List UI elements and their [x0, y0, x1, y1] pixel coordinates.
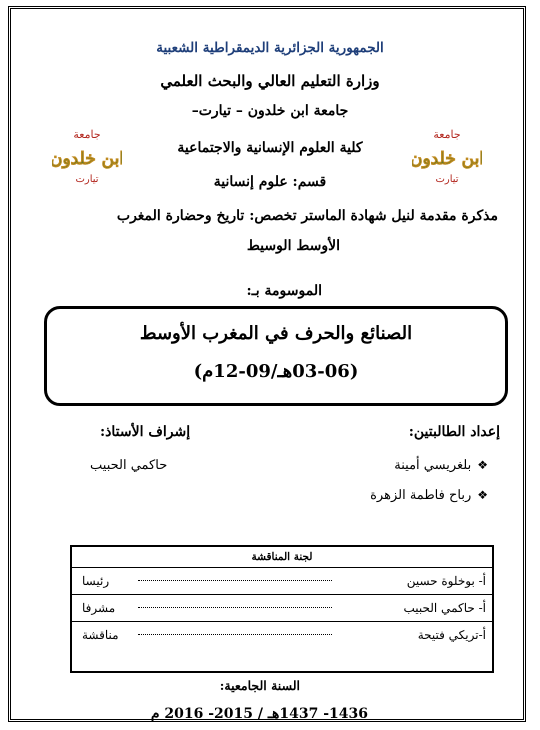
memo-description: مذكرة مقدمة لنيل شهادة الماستر تخصص: تاريخ وحضارة المغرب — [116, 208, 498, 224]
thesis-title: الصنائع والحرف في المغرب الأوسط — [139, 323, 413, 344]
logo-bottom-text: تيارت — [75, 174, 99, 185]
titled-label: الموسومة بـ: — [246, 283, 322, 299]
logo-main-text: ابن خلدون — [412, 149, 482, 169]
diamond-bullet-icon: ❖ — [477, 458, 488, 472]
jury-member-name: أ-تريكي فتيحة — [417, 628, 486, 642]
jury-row — [72, 622, 492, 648]
student-name: بلغريسي أمينة — [394, 458, 472, 473]
faculty-heading: كلية العلوم الإنسانية والاجتماعية — [177, 140, 363, 156]
student-item — [394, 458, 488, 473]
students-label: إعداد الطالبتين: — [408, 424, 500, 440]
student-name: رباح فاطمة الزهرة — [370, 488, 472, 503]
logo-main-text: ابن خلدون — [52, 149, 122, 169]
academic-year-value: 1436- 1437هـ / 2015- 2016 م — [150, 706, 368, 722]
jury-row — [72, 595, 492, 622]
dotted-leader — [138, 607, 332, 608]
dotted-leader — [138, 634, 332, 635]
university-heading: جامعة ابن خلدون – تيارت– — [191, 103, 349, 119]
jury-member-name: أ- بوخلوة حسين — [406, 574, 486, 588]
ministry-heading: وزارة التعليم العالي والبحث العلمي — [160, 72, 380, 90]
jury-member-name: أ- حاكمي الحبيب — [403, 601, 486, 615]
supervisor-name: حاكمي الحبيب — [90, 458, 168, 473]
department-heading: قسم: علوم إنسانية — [213, 174, 327, 190]
jury-member-role: رئيسا — [82, 574, 110, 588]
jury-row — [72, 568, 492, 595]
logo-top-text: جامعة — [433, 128, 461, 141]
diamond-bullet-icon: ❖ — [477, 488, 488, 502]
logo-bottom-text: تيارت — [435, 174, 459, 185]
student-item — [370, 488, 488, 503]
supervisor-label: إشراف الأستاذ: — [100, 424, 191, 440]
thesis-date-range: (03-06هـ/09-12م) — [193, 361, 359, 382]
republic-heading: الجمهورية الجزائرية الديمقراطية الشعبية — [156, 40, 384, 56]
jury-member-role: مناقشة — [82, 628, 119, 642]
thesis-title-box — [44, 306, 508, 406]
dotted-leader — [138, 580, 332, 581]
jury-member-role: مشرفا — [82, 601, 116, 615]
jury-table — [70, 545, 494, 673]
academic-year-label: السنة الجامعية: — [219, 678, 300, 693]
jury-title: لجنة المناقشة — [72, 547, 492, 568]
logo-top-text: جامعة — [73, 128, 101, 141]
memo-specialty: الأوسط الوسيط — [246, 238, 340, 254]
